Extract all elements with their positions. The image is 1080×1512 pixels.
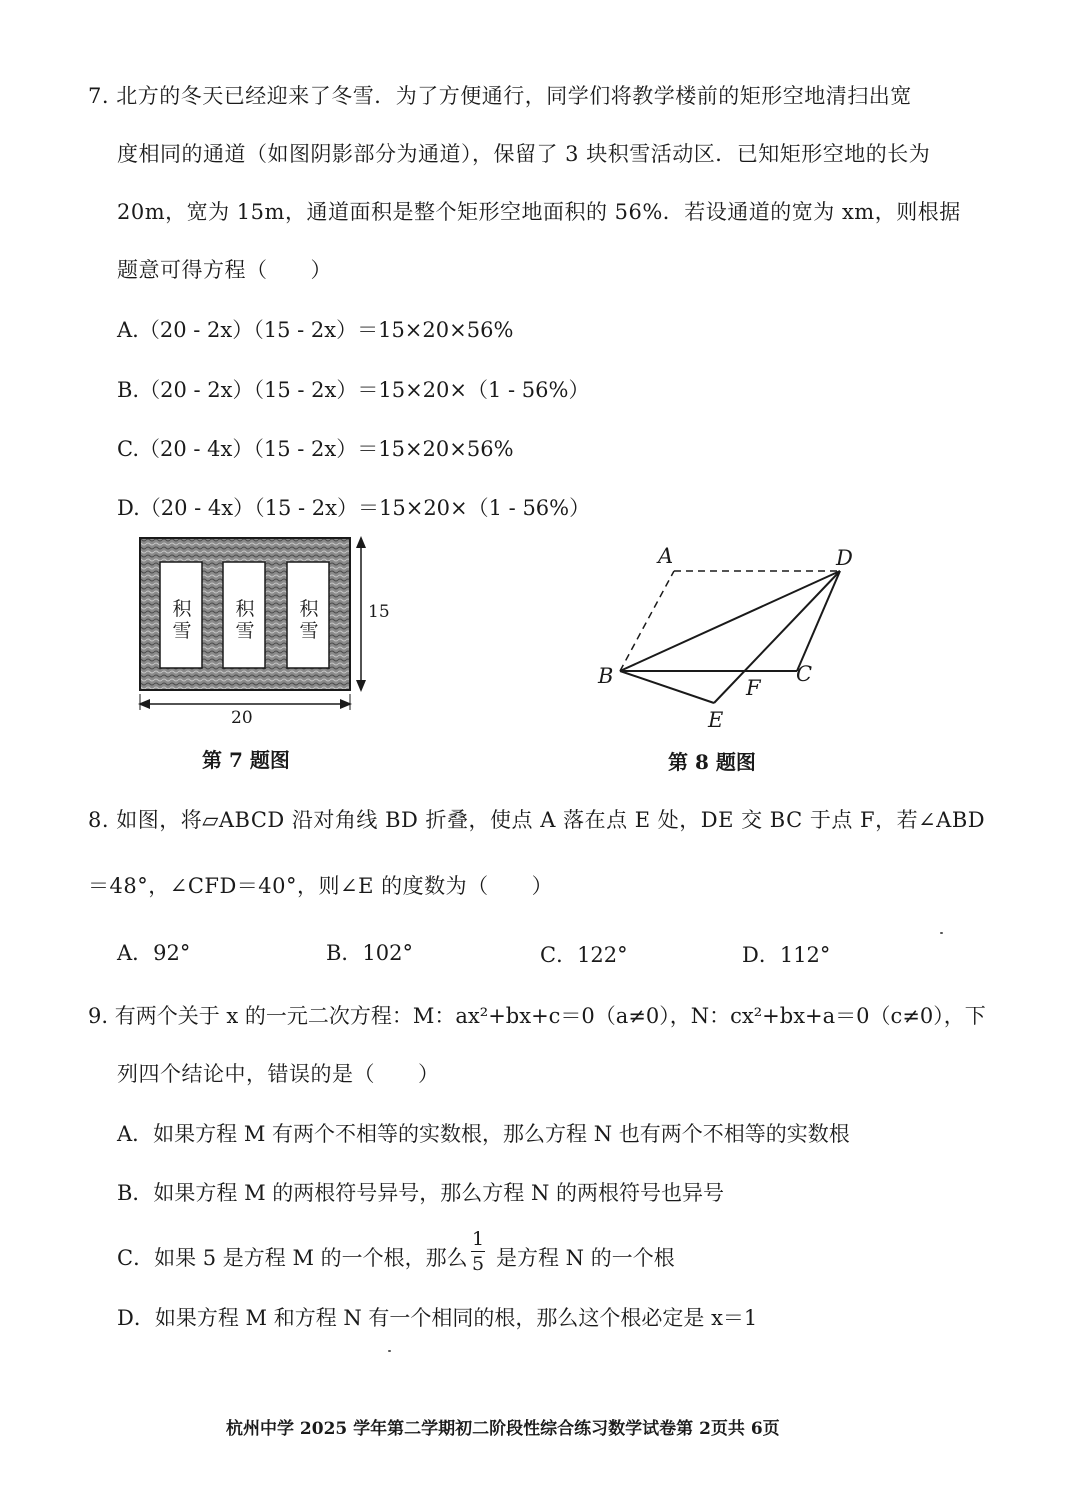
q9-line-1: 9. 有两个关于 x 的一元二次方程：M：ax²+bx+c＝0（a≠0），N：cx²+bx+a＝0（c≠0），下: [88, 1004, 986, 1028]
figure-7-drawing: [130, 530, 400, 730]
figure-8: [590, 540, 870, 740]
edge-be: [620, 671, 714, 703]
scan-speck: [940, 932, 943, 934]
q8-option-a: A．92°: [117, 941, 191, 965]
height-label: 15: [368, 602, 390, 622]
snow-label-3: 积雪: [299, 598, 319, 642]
q9-option-d: D．如果方程 M 和方程 N 有一个相同的根，那么这个根必定是 x＝1: [117, 1306, 758, 1330]
height-arrow-bottom: [356, 680, 366, 692]
q7-line-3: 20m，宽为 15m，通道面积是整个矩形空地面积的 56%．若设通道的宽为 xm，则根据: [117, 200, 961, 224]
height-arrow-top: [356, 536, 366, 548]
q7-line-2: 度相同的通道（如图阴影部分为通道），保留了 3 块积雪活动区．已知矩形空地的长为: [117, 142, 931, 166]
q8-line-1: 8. 如图，将▱ABCD 沿对角线 BD 折叠，使点 A 落在点 E 处，DE 交 BC 于点 F，若∠ABD: [88, 808, 986, 832]
q9-option-c-prefix: C．如果 5 是方程 M 的一个根，那么: [117, 1246, 468, 1270]
q7-option-a: A.（20 - 2x）（15 - 2x）＝15×20×56%: [117, 318, 514, 342]
q7-option-c: C.（20 - 4x）（15 - 2x）＝15×20×56%: [117, 437, 514, 461]
q8-option-c: C．122°: [540, 943, 628, 967]
page-footer: 杭州中学 2025 学年第二学期初二阶段性综合练习数学试卷第 2页共 6页: [226, 1419, 780, 1439]
figure-8-caption: 第 8 题图: [668, 750, 756, 774]
q7-option-b: B.（20 - 2x）（15 - 2x）＝15×20×（1 - 56%）: [117, 378, 590, 402]
figure-8-drawing: [590, 540, 870, 740]
figure-7: [130, 530, 400, 730]
fraction-bar: [471, 1251, 485, 1252]
point-d-label: D: [836, 546, 853, 570]
q7-line-4: 题意可得方程（ ）: [117, 258, 332, 282]
q7-line-1: 7. 北方的冬天已经迎来了冬雪．为了方便通行，同学们将教学楼前的矩形空地清扫出宽: [88, 84, 912, 108]
q8-option-b: B．102°: [326, 941, 414, 965]
point-c-label: C: [796, 662, 813, 686]
edge-ab: [620, 571, 674, 671]
q9-option-c-fraction: [468, 1228, 488, 1275]
diagonal-bd: [620, 571, 840, 671]
q9-option-c-suffix: 是方程 N 的一个根: [496, 1246, 675, 1270]
point-e-label: E: [708, 708, 724, 732]
q7-option-d: D.（20 - 4x）（15 - 2x）＝15×20×（1 - 56%）: [117, 496, 591, 520]
point-b-label: B: [598, 664, 614, 688]
q9-option-b: B．如果方程 M 的两根符号异号，那么方程 N 的两根符号也异号: [117, 1181, 725, 1205]
snow-label-1: 积雪: [172, 598, 192, 642]
width-label: 20: [231, 708, 253, 728]
fraction-denominator: 5: [471, 1253, 485, 1275]
point-a-label: A: [658, 544, 674, 568]
edge-ed: [714, 571, 840, 703]
scan-speck: [388, 1350, 391, 1352]
edge-cd: [797, 571, 840, 671]
point-f-label: F: [746, 676, 761, 700]
figure-7-caption: 第 7 题图: [202, 748, 290, 772]
snow-label-2: 积雪: [235, 598, 255, 642]
q8-option-d: D．112°: [742, 943, 831, 967]
fraction-numerator: 1: [471, 1228, 485, 1250]
q9-line-2: 列四个结论中，错误的是（ ）: [117, 1062, 440, 1086]
q8-line-2: ＝48°，∠CFD＝40°，则∠E 的度数为（ ）: [88, 874, 554, 898]
q9-option-a: A．如果方程 M 有两个不相等的实数根，那么方程 N 也有两个不相等的实数根: [117, 1122, 850, 1146]
